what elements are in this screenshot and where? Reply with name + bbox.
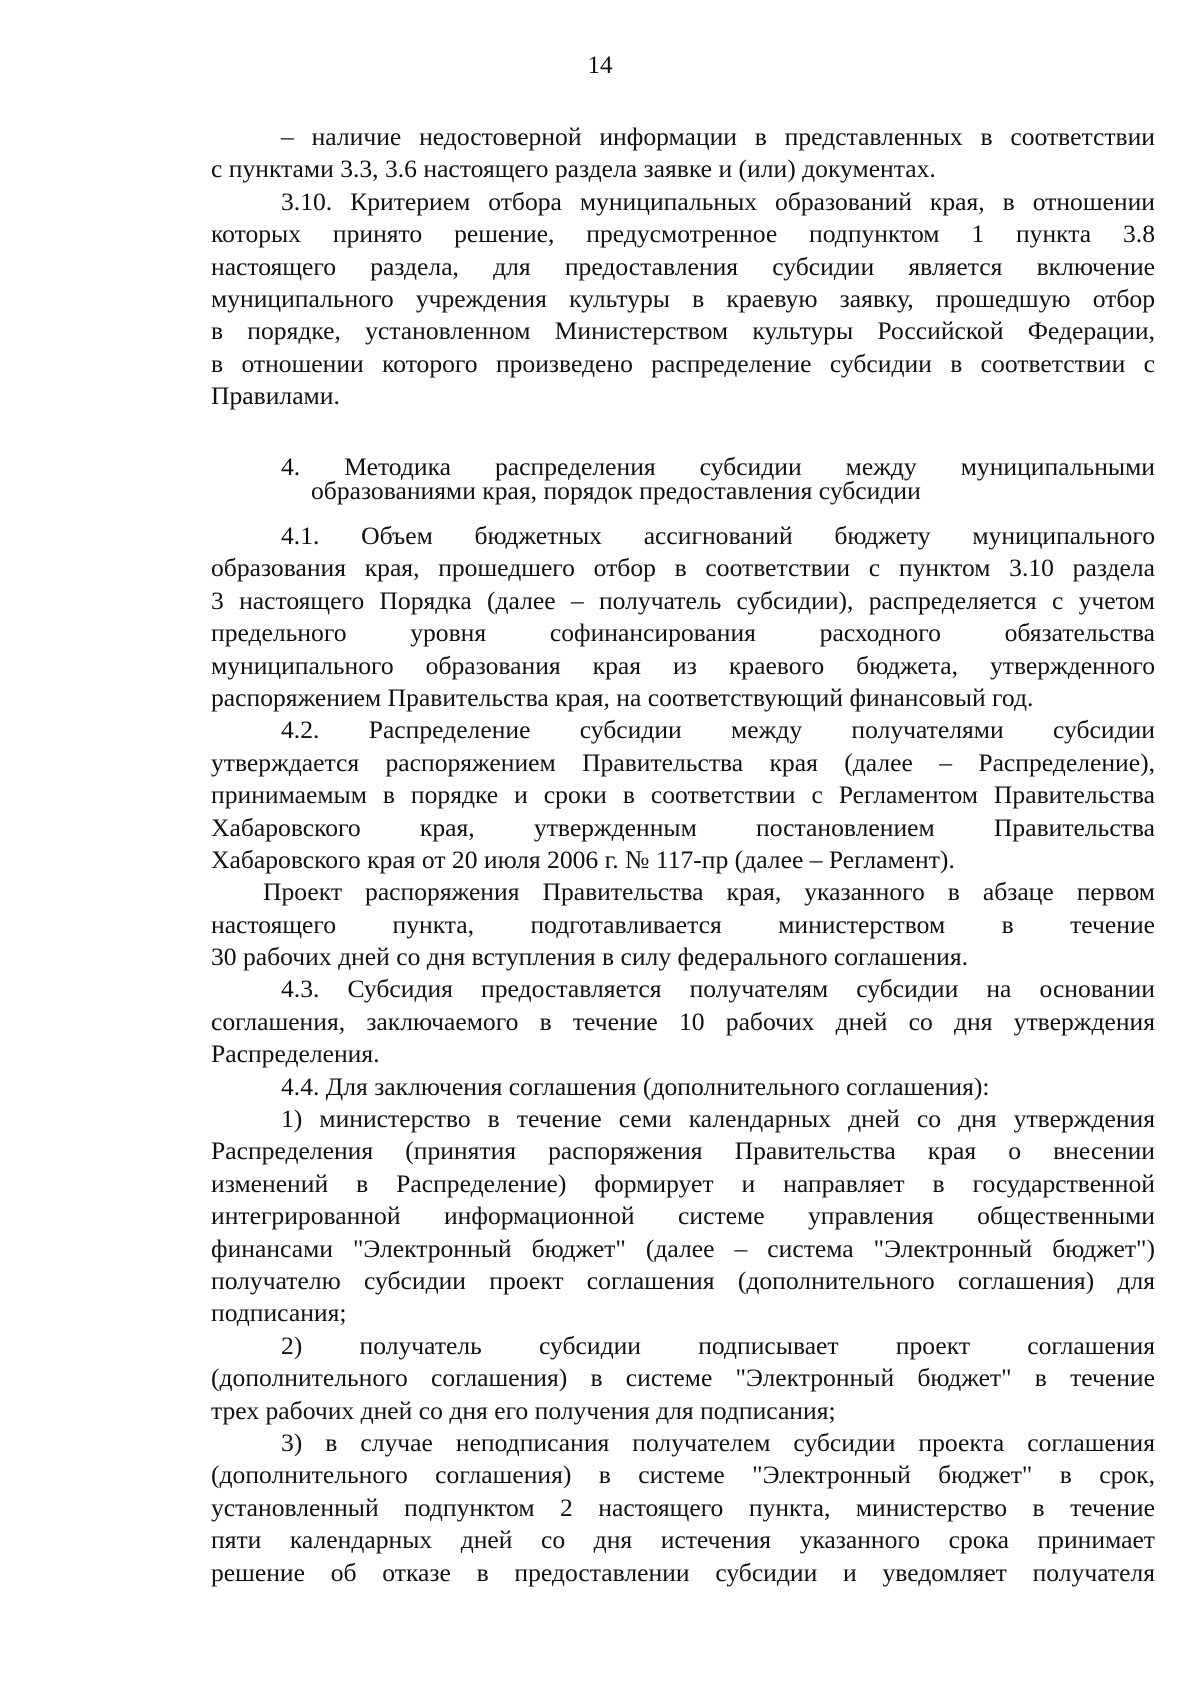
text-line: настоящего пункта, подготавливается министерством в течение	[211, 909, 1155, 939]
text-line: настоящего раздела, для предоставления субсидии является включение	[211, 251, 1155, 281]
text-line: 30 рабочих дней со дня вступления в силу федерального соглашения.	[211, 942, 969, 972]
text-line: принимаемым в порядке и сроки в соответствии с Регламентом Правительства	[211, 780, 1155, 810]
text-line: 4.2. Распределение субсидии между получателями субсидии	[281, 715, 1155, 745]
text-line: 1) министерство в течение семи календарных дней со дня утверждения	[281, 1104, 1155, 1134]
text-line: решение об отказе в предоставлении субсидии и уведомляет получателя	[211, 1557, 1155, 1587]
text-line: соглашения, заключаемого в течение 10 рабочих дней со дня утверждения	[211, 1006, 1155, 1036]
text-line: пяти календарных дней со дня истечения указанного срока принимает	[211, 1525, 1155, 1555]
text-line: финансами "Электронный бюджет" (далее – система "Электронный бюджет")	[211, 1233, 1155, 1263]
paragraphs-section-3	[211, 121, 1155, 413]
text-line: Распределения.	[211, 1039, 380, 1069]
text-line: Распределения (принятия распоряжения Правительства края о внесении	[211, 1136, 1155, 1166]
text-line: которых принято решение, предусмотренное подпунктом 1 пункта 3.8	[211, 219, 1155, 249]
section-heading-line: образованиями края, порядок предоставления субсидии	[311, 476, 921, 505]
text-line: утверждается распоряжением Правительства края (далее – Распределение),	[211, 747, 1155, 777]
text-line: Хабаровского края, утвержденным постановлением Правительства	[211, 812, 1155, 842]
text-line: 4.3. Субсидия предоставляется получателям субсидии на основании	[281, 974, 1155, 1004]
text-line: предельного уровня софинансирования расходного обязательства	[211, 618, 1155, 648]
section-heading-4	[211, 452, 1155, 504]
text-line: Правилами.	[211, 381, 340, 411]
paragraphs-section-4	[211, 520, 1155, 1589]
text-line: с пунктами 3.3, 3.6 настоящего раздела заявке и (или) документах.	[211, 154, 936, 184]
text-line: 4.4. Для заключения соглашения (дополнительного соглашения):	[281, 1071, 990, 1101]
text-line: Хабаровского края от 20 июля 2006 г. № 117-пр (далее – Регламент).	[211, 844, 955, 874]
text-line: распоряжением Правительства края, на соответствующий финансовый год.	[211, 682, 1034, 712]
text-line: в порядке, установленном Министерством культуры Российской Федерации,	[211, 316, 1155, 346]
page-number: 14	[587, 52, 613, 79]
text-line: муниципального учреждения культуры в краевую заявку, прошедшую отбор	[211, 283, 1155, 313]
text-line: (дополнительного соглашения) в системе "Электронный бюджет" в срок,	[211, 1460, 1155, 1490]
section-heading-line: 4. Методика распределения субсидии между муниципальными	[281, 452, 1155, 481]
text-line: получателю субсидии проект соглашения (дополнительного соглашения) для	[211, 1265, 1155, 1295]
text-line: 4.1. Объем бюджетных ассигнований бюджету муниципального	[281, 521, 1155, 550]
text-line: Проект распоряжения Правительства края, указанного в абзаце первом	[263, 877, 1155, 907]
text-line: интегрированной информационной системе управления общественными	[211, 1201, 1155, 1231]
text-line: в отношении которого произведено распределение субсидии в соответствии с	[211, 348, 1155, 378]
text-line: 2) получатель субсидии подписывает проект соглашения	[281, 1330, 1155, 1360]
text-line: подписания;	[211, 1298, 347, 1328]
text-line: образования края, прошедшего отбор в соответствии с пунктом 3.10 раздела	[211, 553, 1155, 583]
text-line: (дополнительного соглашения) в системе "Электронный бюджет" в течение	[211, 1363, 1155, 1393]
text-line: установленный подпунктом 2 настоящего пункта, министерство в течение	[211, 1492, 1155, 1522]
text-line: изменений в Распределение) формирует и направляет в государственной	[211, 1168, 1155, 1198]
text-line: – наличие недостоверной информации в представленных в соответствии	[281, 122, 1155, 151]
text-line: 3 настоящего Порядка (далее – получатель субсидии), распределяется с учетом	[211, 585, 1155, 615]
text-line: 3.10. Критерием отбора муниципальных образований края, в отношении	[281, 186, 1155, 216]
text-line: трех рабочих дней со дня его получения для подписания;	[211, 1395, 836, 1425]
text-line: 3) в случае неподписания получателем субсидии проекта соглашения	[281, 1427, 1155, 1457]
text-line: муниципального образования края из краевого бюджета, утвержденного	[211, 650, 1155, 680]
